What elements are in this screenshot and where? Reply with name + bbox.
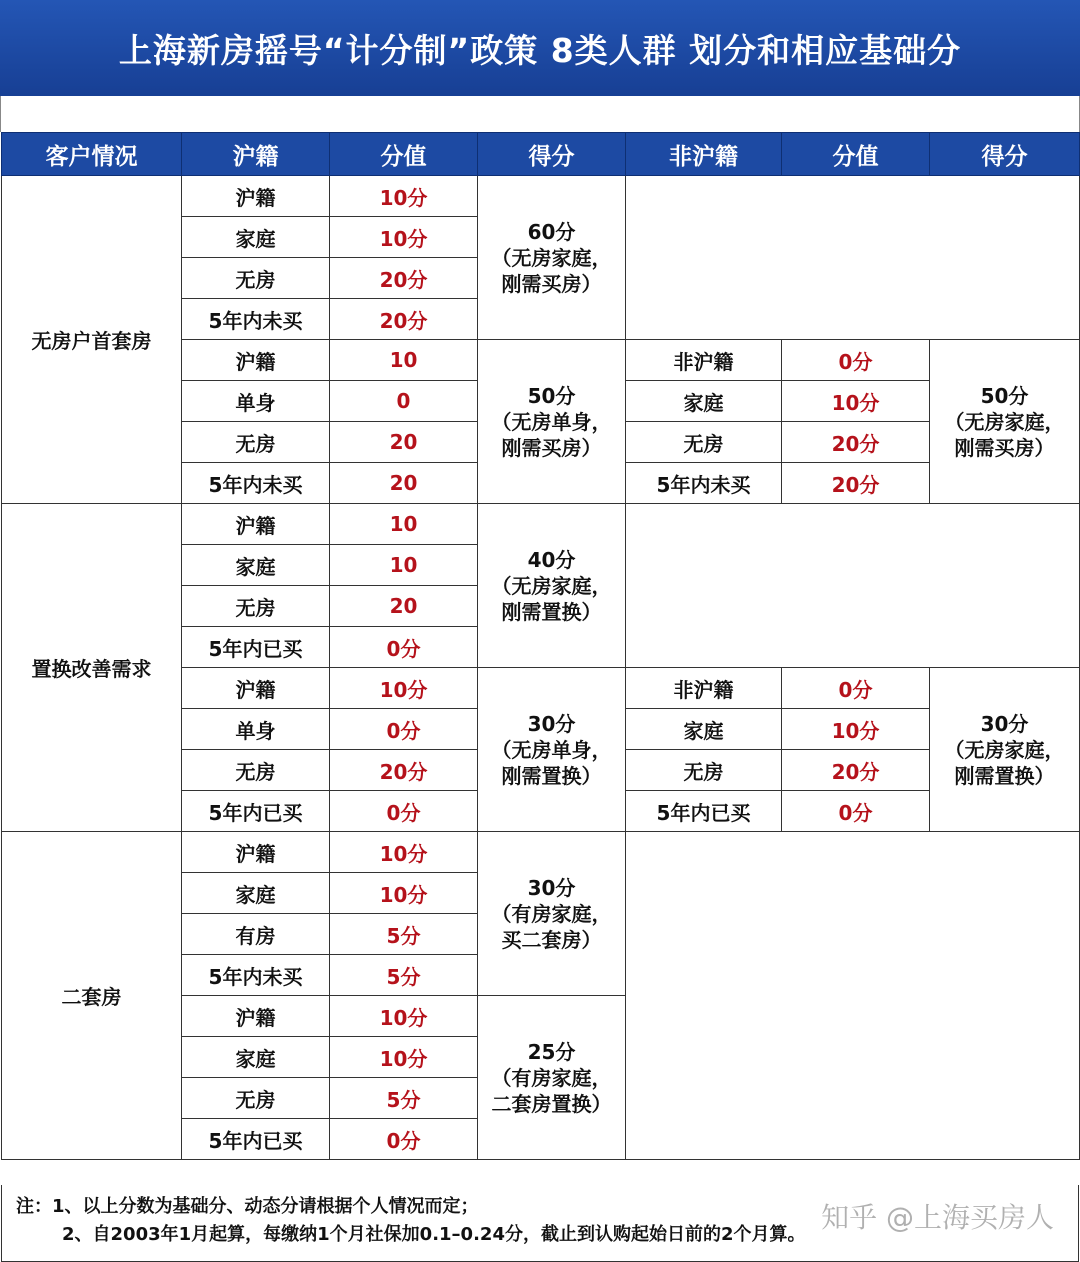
value-cell: 10分: [330, 1037, 478, 1078]
value-cell: 20分: [330, 258, 478, 299]
score-cell: 40分 （无房家庭， 刚需置换）: [478, 504, 626, 668]
header-customer: 客户情况: [2, 133, 182, 176]
value-cell: 0: [330, 381, 478, 422]
value-cell: 10: [330, 340, 478, 381]
value-cell: 10分: [330, 217, 478, 258]
nonlocal-value-cell: 0分: [782, 791, 930, 832]
item-cell: 无房: [182, 586, 330, 627]
value-cell: 10: [330, 504, 478, 545]
item-cell: 沪籍: [182, 996, 330, 1037]
header-value: 分值: [330, 133, 478, 176]
value-cell: 0分: [330, 791, 478, 832]
header-nonlocal-score: 得分: [930, 133, 1080, 176]
score-cell: 60分 （无房家庭， 刚需买房）: [478, 176, 626, 340]
empty-cell: [626, 176, 1080, 340]
empty-cell: [626, 504, 1080, 668]
nonlocal-value-cell: 20分: [782, 422, 930, 463]
note-line-2: 2、自2003年1月起算，每缴纳1个月社保加0.1–0.24分，截止到认购起始日前的2个月算。: [62, 1224, 806, 1245]
header-local: 沪籍: [182, 133, 330, 176]
page-title: 上海新房摇号“计分制”政策 8类人群 划分和相应基础分: [0, 0, 1080, 98]
value-cell: 20: [330, 463, 478, 504]
item-cell: 家庭: [182, 1037, 330, 1078]
nonlocal-value-cell: 10分: [782, 709, 930, 750]
nonlocal-item-cell: 非沪籍: [626, 340, 782, 381]
group-label: 二套房: [2, 832, 182, 1160]
item-cell: 无房: [182, 1078, 330, 1119]
item-cell: 家庭: [182, 217, 330, 258]
header-nonlocal: 非沪籍: [626, 133, 782, 176]
item-cell: 无房: [182, 258, 330, 299]
note-line-1: 注：1、以上分数为基础分、动态分请根据个人情况而定；: [16, 1196, 479, 1217]
nonlocal-value-cell: 20分: [782, 750, 930, 791]
value-cell: 0分: [330, 709, 478, 750]
item-cell: 沪籍: [182, 504, 330, 545]
item-cell: 沪籍: [182, 340, 330, 381]
group-label: 无房户首套房: [2, 176, 182, 504]
nonlocal-score-cell: 50分 （无房家庭， 刚需买房）: [930, 340, 1080, 504]
value-cell: 5分: [330, 1078, 478, 1119]
nonlocal-item-cell: 无房: [626, 422, 782, 463]
empty-cell: [626, 832, 1080, 1160]
value-cell: 5分: [330, 955, 478, 996]
value-cell: 10分: [330, 832, 478, 873]
header-nonlocal-value: 分值: [782, 133, 930, 176]
value-cell: 10分: [330, 668, 478, 709]
watermark: 知乎 @上海买房人: [821, 1201, 1054, 1234]
group-label: 置换改善需求: [2, 504, 182, 832]
value-cell: 5分: [330, 914, 478, 955]
score-table: [1, 132, 1080, 1160]
value-cell: 20: [330, 422, 478, 463]
value-cell: 0分: [330, 627, 478, 668]
item-cell: 5年内已买: [182, 791, 330, 832]
item-cell: 沪籍: [182, 832, 330, 873]
value-cell: 0分: [330, 1119, 478, 1160]
item-cell: 5年内未买: [182, 299, 330, 340]
item-cell: 5年内已买: [182, 1119, 330, 1160]
nonlocal-value-cell: 10分: [782, 381, 930, 422]
score-cell: 50分 （无房单身， 刚需买房）: [478, 340, 626, 504]
table-row: [2, 832, 1080, 873]
item-cell: 无房: [182, 422, 330, 463]
value-cell: 20分: [330, 299, 478, 340]
table-row: [2, 176, 1080, 217]
item-cell: 5年内已买: [182, 627, 330, 668]
nonlocal-item-cell: 家庭: [626, 381, 782, 422]
item-cell: 5年内未买: [182, 955, 330, 996]
score-cell: 30分 （有房家庭， 买二套房）: [478, 832, 626, 996]
item-cell: 家庭: [182, 545, 330, 586]
header-score: 得分: [478, 133, 626, 176]
nonlocal-item-cell: 5年内已买: [626, 791, 782, 832]
value-cell: 10: [330, 545, 478, 586]
value-cell: 10分: [330, 873, 478, 914]
score-cell: 30分 （无房单身， 刚需置换）: [478, 668, 626, 832]
spacer: [0, 96, 1080, 132]
value-cell: 10分: [330, 176, 478, 217]
value-cell: 10分: [330, 996, 478, 1037]
item-cell: 无房: [182, 750, 330, 791]
nonlocal-item-cell: 5年内未买: [626, 463, 782, 504]
header-row: [2, 133, 1080, 176]
item-cell: 有房: [182, 914, 330, 955]
item-cell: 单身: [182, 709, 330, 750]
item-cell: 沪籍: [182, 176, 330, 217]
value-cell: 20分: [330, 750, 478, 791]
table-row: [2, 504, 1080, 545]
item-cell: 家庭: [182, 873, 330, 914]
score-cell: 25分 （有房家庭， 二套房置换）: [478, 996, 626, 1160]
item-cell: 单身: [182, 381, 330, 422]
nonlocal-value-cell: 0分: [782, 668, 930, 709]
nonlocal-value-cell: 0分: [782, 340, 930, 381]
nonlocal-item-cell: 非沪籍: [626, 668, 782, 709]
nonlocal-score-cell: 30分 （无房家庭， 刚需置换）: [930, 668, 1080, 832]
nonlocal-item-cell: 家庭: [626, 709, 782, 750]
nonlocal-value-cell: 20分: [782, 463, 930, 504]
value-cell: 20: [330, 586, 478, 627]
nonlocal-item-cell: 无房: [626, 750, 782, 791]
item-cell: 5年内未买: [182, 463, 330, 504]
item-cell: 沪籍: [182, 668, 330, 709]
